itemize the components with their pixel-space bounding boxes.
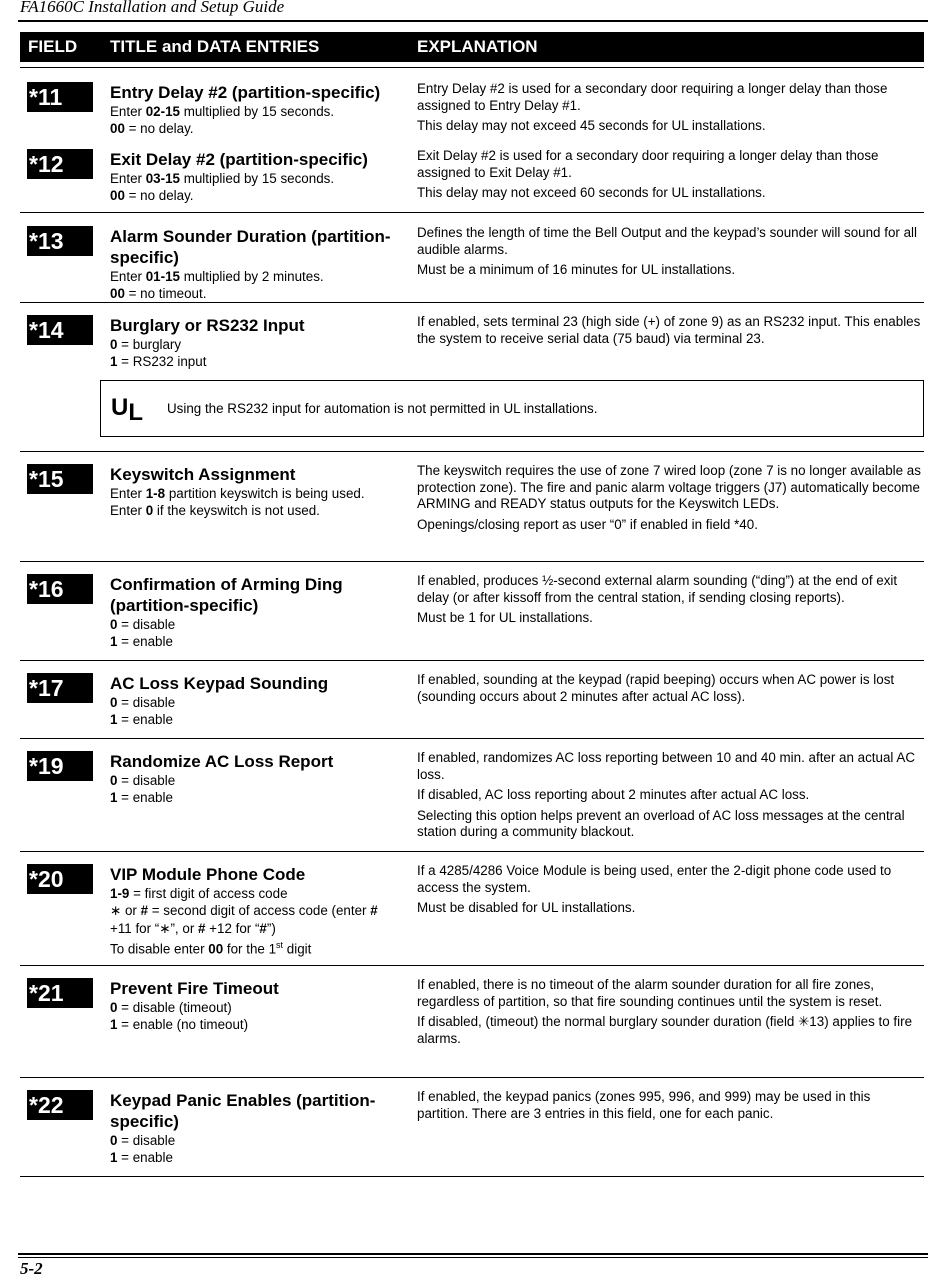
header-rule bbox=[18, 20, 928, 22]
ul-logo: UL bbox=[111, 394, 144, 426]
column-header-bar bbox=[20, 32, 924, 62]
data-entry: 0 = disable bbox=[110, 1133, 176, 1148]
field-explanation: If enabled, randomizes AC loss reporting between 10 and 40 min. after an actual AC loss. If disabled, AC loss reporting about 2 minutes after actual AC loss. Selecting this option helps prevent an overload of AC loss messages at the central station during a community blackout. bbox=[417, 750, 915, 840]
field-title: Alarm Sounder Duration (partition-specific) bbox=[110, 227, 391, 267]
field-title-and-entries bbox=[110, 751, 410, 807]
field-title-and-entries bbox=[110, 574, 410, 651]
data-entry: ∗ or # = second digit of access code (enter # bbox=[110, 903, 378, 919]
ul-note-box bbox=[100, 380, 924, 437]
field-title: Exit Delay #2 (partition-specific) bbox=[110, 150, 368, 169]
section-rule bbox=[20, 738, 924, 739]
field-number: *15 bbox=[27, 464, 93, 494]
field-number: *11 bbox=[27, 82, 93, 112]
section-rule bbox=[20, 660, 924, 661]
field-title: Confirmation of Arming Ding (partition-specific) bbox=[110, 575, 343, 615]
data-entry: Enter 01-15 multiplied by 2 minutes. bbox=[110, 269, 324, 284]
field-number: *21 bbox=[27, 978, 93, 1008]
data-entry: 0 = disable bbox=[110, 695, 176, 710]
data-entry: Enter 1-8 partition keyswitch is being used. bbox=[110, 486, 365, 501]
column-explanation-label: EXPLANATION bbox=[417, 37, 538, 56]
data-entry: To disable enter 00 for the 1st digit bbox=[110, 939, 312, 957]
field-title: Prevent Fire Timeout bbox=[110, 979, 279, 998]
field-number: *14 bbox=[27, 315, 93, 345]
data-entry: 1-9 = first digit of access code bbox=[110, 886, 288, 901]
field-number: *17 bbox=[27, 673, 93, 703]
field-title-and-entries bbox=[110, 978, 410, 1034]
data-entry: 1 = enable bbox=[110, 790, 173, 806]
field-number: *12 bbox=[27, 149, 93, 179]
section-rule bbox=[20, 851, 924, 852]
data-entry: 0 = disable bbox=[110, 617, 176, 632]
data-entry: 00 = no delay. bbox=[110, 121, 194, 137]
field-title-and-entries bbox=[110, 464, 410, 520]
data-entry: 1 = enable bbox=[110, 712, 173, 728]
field-title-and-entries bbox=[110, 1090, 410, 1167]
field-explanation: Entry Delay #2 is used for a secondary door requiring a longer delay than those assigned to Entry Delay #1. This delay may not exceed 45 seconds for UL installations. bbox=[417, 81, 888, 134]
field-title-and-entries bbox=[110, 864, 410, 958]
ul-note-text: Using the RS232 input for automation is not permitted in UL installations. bbox=[167, 401, 598, 416]
field-explanation: If enabled, the keypad panics (zones 995, 996, and 999) may be used in this partition. There are 3 entries in this field, one for each panic. bbox=[417, 1089, 871, 1121]
data-entry: 0 = disable bbox=[110, 773, 176, 788]
data-entry: Enter 02-15 multiplied by 15 seconds. bbox=[110, 104, 335, 119]
data-entry: +11 for “∗”, or # +12 for “#”) bbox=[110, 920, 276, 936]
field-title: Entry Delay #2 (partition-specific) bbox=[110, 83, 381, 102]
field-title: VIP Module Phone Code bbox=[110, 865, 306, 884]
footer-rule bbox=[18, 1253, 928, 1255]
section-rule bbox=[20, 212, 924, 213]
field-explanation: The keyswitch requires the use of zone 7 wired loop (zone 7 is no longer available as protection zone). The fire and panic alarm voltage triggers (J7) automatically become ARMING and READY status outputs for the Keyswitch LEDs. Openings/closing report as user “0” if enabled in field *40. bbox=[417, 463, 921, 532]
field-number: *13 bbox=[27, 226, 93, 256]
field-title: Keypad Panic Enables (partition-specific) bbox=[110, 1091, 376, 1131]
footer-rule bbox=[18, 1257, 928, 1258]
section-rule bbox=[20, 451, 924, 452]
field-number: *20 bbox=[27, 864, 93, 894]
data-entry: Enter 0 if the keyswitch is not used. bbox=[110, 503, 320, 519]
column-title-label: TITLE and DATA ENTRIES bbox=[110, 37, 320, 56]
field-explanation: If enabled, produces ½-second external alarm sounding (“ding”) at the end of exit delay (or after kissoff from the central station, if sending closing reports). Must be 1 for UL installations. bbox=[417, 573, 898, 626]
field-title: Randomize AC Loss Report bbox=[110, 752, 334, 771]
column-header-rule bbox=[20, 67, 924, 68]
data-entry: 00 = no timeout. bbox=[110, 286, 207, 302]
data-entry: 1 = enable (no timeout) bbox=[110, 1017, 249, 1033]
field-explanation: If a 4285/4286 Voice Module is being used, enter the 2-digit phone code used to access the system. Must be disabled for UL installations. bbox=[417, 863, 892, 916]
field-explanation: If enabled, sounding at the keypad (rapid beeping) occurs when AC power is lost (sounding occurs about 2 minutes after actual AC loss). bbox=[417, 672, 895, 704]
column-field-label: FIELD bbox=[28, 37, 78, 56]
data-entry: 0 = burglary bbox=[110, 337, 182, 352]
data-entry: 1 = enable bbox=[110, 634, 173, 650]
data-entry: 0 = disable (timeout) bbox=[110, 1000, 232, 1015]
field-explanation: Exit Delay #2 is used for a secondary door requiring a longer delay than those assigned to Exit Delay #1. This delay may not exceed 60 seconds for UL installations. bbox=[417, 148, 879, 201]
field-title: Burglary or RS232 Input bbox=[110, 316, 305, 335]
data-entry: Enter 03-15 multiplied by 15 seconds. bbox=[110, 171, 335, 186]
section-rule bbox=[20, 1176, 924, 1177]
section-rule bbox=[20, 1077, 924, 1078]
field-number: *19 bbox=[27, 751, 93, 781]
document-header-title: FA1660C Installation and Setup Guide bbox=[20, 0, 285, 16]
field-explanation: If enabled, sets terminal 23 (high side (+) of zone 9) as an RS232 input. This enables the system to receive serial data (75 baud) via terminal 23. bbox=[417, 314, 921, 346]
section-rule bbox=[20, 561, 924, 562]
page-number: 5-2 bbox=[20, 1259, 43, 1278]
section-rule bbox=[20, 965, 924, 966]
field-title-and-entries bbox=[110, 149, 410, 205]
data-entry: 1 = enable bbox=[110, 1150, 173, 1166]
data-entry: 1 = RS232 input bbox=[110, 354, 207, 370]
field-number: *22 bbox=[27, 1090, 93, 1120]
field-title-and-entries bbox=[110, 82, 410, 138]
field-number: *16 bbox=[27, 574, 93, 604]
field-explanation: If enabled, there is no timeout of the alarm sounder duration for all fire zones, regardless of partition, so that fire sounding continues until the system is reset. If disabled, (timeout) the normal burglary sounder duration (field ✳13) applies to fire alarms. bbox=[417, 977, 913, 1046]
field-title-and-entries bbox=[110, 673, 410, 729]
field-title-and-entries bbox=[110, 226, 410, 303]
field-title-and-entries bbox=[110, 315, 410, 371]
field-title: AC Loss Keypad Sounding bbox=[110, 674, 329, 693]
field-explanation: Defines the length of time the Bell Output and the keypad’s sounder will sound for all audible alarms. Must be a minimum of 16 minutes for UL installations. bbox=[417, 225, 917, 278]
section-rule bbox=[20, 302, 924, 303]
field-title: Keyswitch Assignment bbox=[110, 465, 296, 484]
data-entry: 00 = no delay. bbox=[110, 188, 194, 204]
